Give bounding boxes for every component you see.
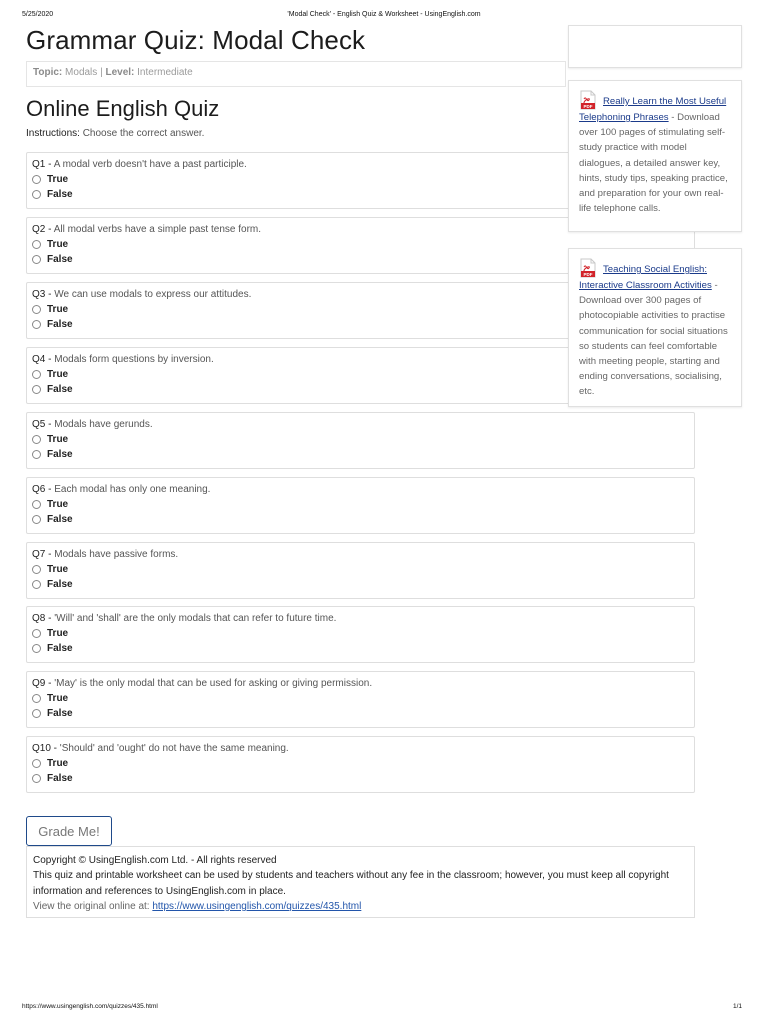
question-text bbox=[32, 159, 247, 170]
radio-button[interactable] bbox=[32, 435, 41, 444]
ad-link-social-english[interactable]: Teaching Social English: Interactive Classroom Activities bbox=[579, 264, 712, 291]
question-text bbox=[32, 484, 210, 495]
question-body: Each modal has only one meaning. bbox=[54, 484, 211, 495]
radio-button[interactable] bbox=[32, 644, 41, 653]
question-card bbox=[26, 477, 695, 534]
radio-button[interactable] bbox=[32, 565, 41, 574]
option-true[interactable] bbox=[32, 693, 68, 704]
question-body: 'Will' and 'shall' are the only modals that can refer to future time. bbox=[54, 613, 337, 624]
original-link[interactable]: https://www.usingenglish.com/quizzes/435.html bbox=[152, 900, 362, 912]
question-number: Q8 - bbox=[32, 613, 52, 624]
question-number: Q3 - bbox=[32, 289, 52, 300]
question-text bbox=[32, 224, 261, 235]
option-label: False bbox=[47, 643, 73, 654]
question-body: All modal verbs have a simple past tense form. bbox=[53, 224, 262, 235]
question-number: Q5 - bbox=[32, 419, 52, 430]
radio-button[interactable] bbox=[32, 320, 41, 329]
question-text bbox=[32, 678, 372, 689]
option-label: True bbox=[47, 304, 69, 315]
copyright-box bbox=[26, 846, 695, 918]
radio-button[interactable] bbox=[32, 709, 41, 718]
radio-button[interactable] bbox=[32, 255, 41, 264]
option-label: True bbox=[47, 628, 69, 639]
question-body: 'May' is the only modal that can be used for asking or giving permission. bbox=[54, 678, 373, 689]
option-true[interactable] bbox=[32, 239, 68, 250]
question-body: A modal verb doesn't have a past participle. bbox=[53, 159, 247, 170]
option-label: False bbox=[47, 579, 73, 590]
option-false[interactable] bbox=[32, 254, 73, 265]
option-true[interactable] bbox=[32, 628, 68, 639]
option-false[interactable] bbox=[32, 643, 73, 654]
option-true[interactable] bbox=[32, 499, 68, 510]
radio-button[interactable] bbox=[32, 370, 41, 379]
question-text bbox=[32, 743, 289, 754]
svg-text:PDF: PDF bbox=[583, 104, 593, 109]
option-label: False bbox=[47, 384, 73, 395]
print-date: 5/25/2020 bbox=[22, 11, 54, 18]
question-text bbox=[32, 354, 214, 365]
meta-separator: | bbox=[100, 67, 103, 78]
pdf-icon bbox=[579, 90, 597, 110]
option-false[interactable] bbox=[32, 514, 73, 525]
ad-link-telephoning[interactable]: Really Learn the Most Useful Telephoning Phrases bbox=[579, 96, 727, 123]
option-label: True bbox=[47, 174, 69, 185]
option-true[interactable] bbox=[32, 758, 68, 769]
radio-button[interactable] bbox=[32, 580, 41, 589]
question-number: Q7 - bbox=[32, 549, 52, 560]
question-body: We can use modals to express our attitudes. bbox=[54, 289, 252, 300]
grade-me-button[interactable]: Grade Me! bbox=[26, 816, 112, 846]
question-number: Q10 - bbox=[32, 743, 58, 754]
option-true[interactable] bbox=[32, 174, 68, 185]
pdf-icon bbox=[579, 258, 597, 278]
radio-button[interactable] bbox=[32, 305, 41, 314]
option-false[interactable] bbox=[32, 773, 73, 784]
option-false[interactable] bbox=[32, 319, 73, 330]
view-original-label: View the original online at: bbox=[33, 900, 150, 912]
section-title: Online English Quiz bbox=[26, 96, 220, 121]
print-title: 'Modal Check' - English Quiz & Worksheet - UsingEnglish.com bbox=[287, 11, 481, 18]
ad-description: - Download over 300 pages of photocopiable activities to practise communication for social situations so students can feel comfortable with meeting people, starting and ending conversations, socialising, etc. bbox=[579, 280, 728, 398]
instructions-text: Choose the correct answer. bbox=[82, 128, 205, 139]
option-label: True bbox=[47, 369, 69, 380]
radio-button[interactable] bbox=[32, 629, 41, 638]
print-page-number: 1/1 bbox=[732, 1003, 742, 1010]
question-card bbox=[26, 671, 695, 728]
question-number: Q6 - bbox=[32, 484, 52, 495]
option-label: True bbox=[47, 499, 69, 510]
option-label: False bbox=[47, 254, 73, 265]
ad-description: - Download over 100 pages of stimulating self-study practice with model dialogues, a detailed answer key, hints, study tips, speaking practice, and preparation for your own real-life telephone calls. bbox=[579, 112, 728, 215]
question-body: Modals have gerunds. bbox=[54, 419, 153, 430]
question-number: Q4 - bbox=[32, 354, 52, 365]
view-original bbox=[33, 899, 688, 914]
topic-label: Topic: bbox=[33, 67, 63, 78]
option-true[interactable] bbox=[32, 304, 68, 315]
sidebar-ad bbox=[568, 80, 742, 232]
question-text bbox=[32, 613, 336, 624]
option-false[interactable] bbox=[32, 189, 73, 200]
question-body: Modals form questions by inversion. bbox=[54, 354, 214, 365]
question-card bbox=[26, 542, 695, 599]
sidebar-ad-slot bbox=[568, 25, 742, 68]
option-label: False bbox=[47, 449, 73, 460]
instructions bbox=[26, 128, 204, 139]
option-true[interactable] bbox=[32, 369, 68, 380]
level-label: Level: bbox=[105, 67, 135, 78]
question-text bbox=[32, 419, 153, 430]
question-body: 'Should' and 'ought' do not have the same meaning. bbox=[59, 743, 289, 754]
option-false[interactable] bbox=[32, 708, 73, 719]
radio-button[interactable] bbox=[32, 240, 41, 249]
copyright-line: Copyright © UsingEnglish.com Ltd. - All rights reserved bbox=[33, 855, 277, 866]
option-false[interactable] bbox=[32, 449, 73, 460]
option-label: True bbox=[47, 434, 69, 445]
radio-button[interactable] bbox=[32, 190, 41, 199]
option-label: False bbox=[47, 514, 73, 525]
page-title: Grammar Quiz: Modal Check bbox=[26, 25, 366, 55]
option-true[interactable] bbox=[32, 564, 68, 575]
question-number: Q9 - bbox=[32, 678, 52, 689]
option-label: False bbox=[47, 319, 73, 330]
option-label: False bbox=[47, 708, 73, 719]
option-false[interactable] bbox=[32, 579, 73, 590]
option-label: False bbox=[47, 189, 73, 200]
question-card bbox=[26, 736, 695, 793]
radio-button[interactable] bbox=[32, 774, 41, 783]
topic-link[interactable]: Modals bbox=[65, 67, 98, 78]
level-link[interactable]: Intermediate bbox=[137, 67, 193, 78]
instructions-label: Instructions: bbox=[26, 128, 80, 139]
print-footer-url: https://www.usingenglish.com/quizzes/435.html bbox=[22, 1003, 158, 1010]
radio-button[interactable] bbox=[32, 450, 41, 459]
radio-button[interactable] bbox=[32, 759, 41, 768]
question-text bbox=[32, 289, 251, 300]
radio-button[interactable] bbox=[32, 500, 41, 509]
radio-button[interactable] bbox=[32, 175, 41, 184]
radio-button[interactable] bbox=[32, 515, 41, 524]
question-text bbox=[32, 549, 178, 560]
sidebar-ad bbox=[568, 248, 742, 407]
question-card bbox=[26, 606, 695, 663]
option-label: False bbox=[47, 773, 73, 784]
question-number: Q1 - bbox=[32, 159, 52, 170]
option-true[interactable] bbox=[32, 434, 68, 445]
svg-text:PDF: PDF bbox=[583, 272, 593, 277]
question-number: Q2 - bbox=[32, 224, 52, 235]
option-label: True bbox=[47, 239, 69, 250]
question-body: Modals have passive forms. bbox=[54, 549, 179, 560]
radio-button[interactable] bbox=[32, 694, 41, 703]
option-label: True bbox=[47, 693, 69, 704]
copyright-notice: This quiz and printable worksheet can be used by students and teachers without any fee in the classroom; however, you must keep all copyright information and references to UsingEnglish.com in place. bbox=[33, 870, 669, 897]
option-false[interactable] bbox=[32, 384, 73, 395]
quiz-meta bbox=[26, 61, 566, 87]
question-card bbox=[26, 412, 695, 469]
radio-button[interactable] bbox=[32, 385, 41, 394]
option-label: True bbox=[47, 564, 69, 575]
option-label: True bbox=[47, 758, 69, 769]
